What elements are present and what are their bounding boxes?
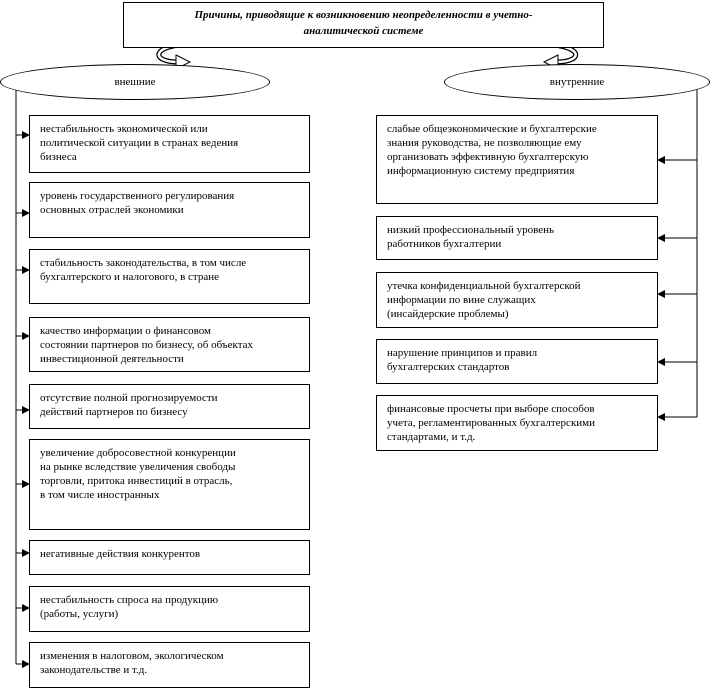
external-item: стабильность законодательства, в том числе бухгалтерского и налогового, в стране: [29, 249, 310, 304]
external-group-label: внешние: [0, 64, 270, 100]
external-item: нестабильность спроса на продукцию (работы, услуги): [29, 586, 310, 632]
external-item: качество информации о финансовом состоянии партнеров по бизнесу, об объектах инвестиционной деятельности: [29, 317, 310, 372]
internal-item: нарушение принципов и правил бухгалтерских стандартов: [376, 339, 658, 384]
internal-item: слабые общеэкономические и бухгалтерские знания руководства, не позволяющие ему организовать эффективную бухгалтерскую информационную систему предприятия: [376, 115, 658, 204]
external-item: негативные действия конкурентов: [29, 540, 310, 575]
external-item: увеличение добросовестной конкуренции на рынке вследствие увеличения свободы торговли, притока инвестиций в отрасль, в том числе иностранных: [29, 439, 310, 530]
external-item: уровень государственного регулирования основных отраслей экономики: [29, 182, 310, 238]
internal-item: низкий профессиональный уровень работников бухгалтерии: [376, 216, 658, 260]
diagram-title: Причины, приводящие к возникновению неопределенности в учетно-аналитической системе: [123, 2, 604, 48]
internal-group-label: внутренние: [444, 64, 710, 100]
external-item: нестабильность экономической или политической ситуации в странах ведения бизнеса: [29, 115, 310, 173]
external-item: изменения в налоговом, экологическом законодательстве и т.д.: [29, 642, 310, 688]
internal-item: утечка конфиденциальной бухгалтерской информации по вине служащих (инсайдерские проблемы): [376, 272, 658, 328]
internal-item: финансовые просчеты при выборе способов учета, регламентированных бухгалтерскими стандартами, и т.д.: [376, 395, 658, 451]
external-item: отсутствие полной прогнозируемости действий партнеров по бизнесу: [29, 384, 310, 429]
